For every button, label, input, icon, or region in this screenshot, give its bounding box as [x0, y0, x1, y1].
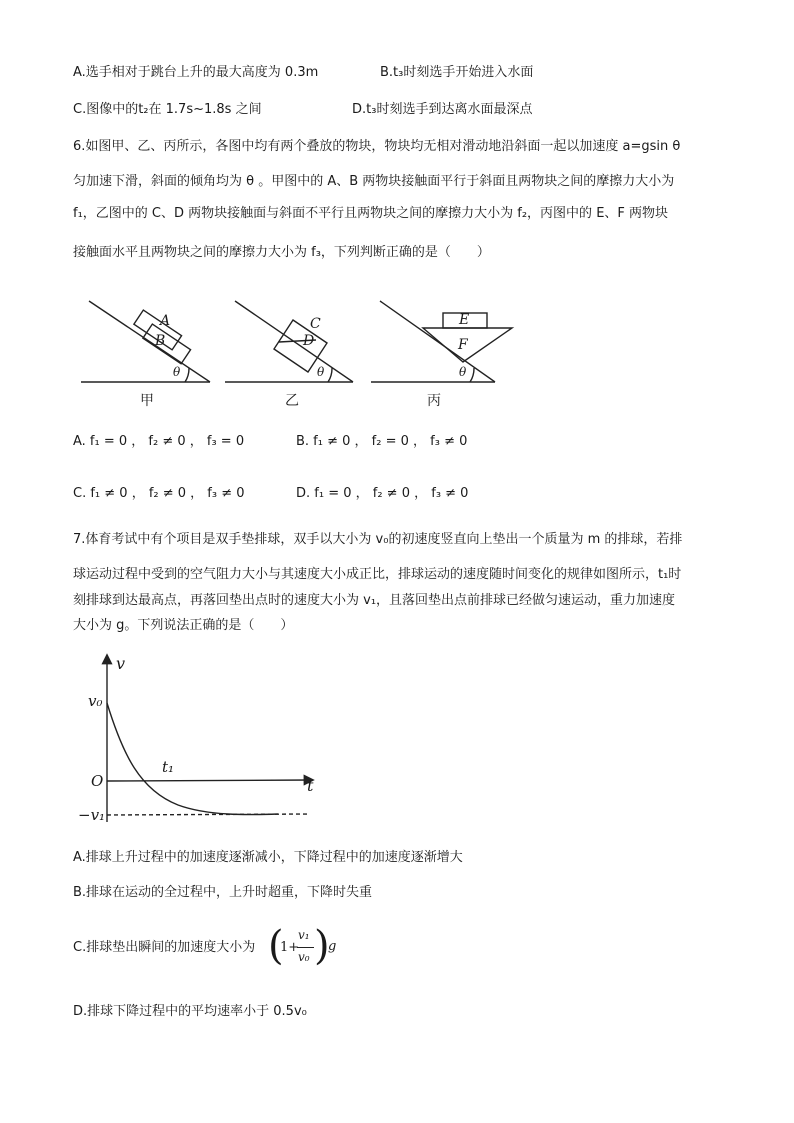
block-label-d: D — [303, 333, 315, 349]
q5-option-a: A.选手相对于跳台上升的最大高度为 0.3m — [73, 65, 319, 80]
q7-option-a: A.排球上升过程中的加速度逐渐减小，下降过程中的加速度逐渐增大 — [73, 850, 463, 865]
block-label-e: E — [459, 312, 470, 328]
q7-option-d: D.排球下降过程中的平均速率小于 0.5v₀ — [73, 1004, 307, 1019]
minus-v1-label: −v₁ — [78, 806, 106, 824]
angle-label-2: θ — [317, 365, 325, 379]
velocity-curve — [107, 703, 278, 815]
angle-label-1: θ — [173, 365, 181, 379]
q7-stem-line-4: 大小为 g。下列说法正确的是（ ） — [73, 618, 294, 633]
q6-stem-line-2: 匀加速下滑，斜面的倾角均为 θ 。甲图中的 A、B 两物块接触面平行于斜面且两物块之间的摩擦力大小为 — [73, 174, 675, 189]
q7-stem-line-3: 刻排球到达最高点，再落回垫出点时的速度大小为 v₁，且落回垫出点前排球已经做匀速运动，重力加速度 — [73, 593, 676, 608]
q7-stem-line-1: 7.体育考试中有个项目是双手垫排球，双手以大小为 v₀的初速度竖直向上垫出一个质量为 m 的排球，若排 — [73, 532, 683, 547]
figure-caption-yi: 乙 — [285, 393, 299, 409]
figure-caption-jia: 甲 — [140, 393, 154, 409]
q6-stem-line-3: f₁，乙图中的 C、D 两物块接触面与斜面不平行且两物块之间的摩擦力大小为 f₂，丙图中的 E、F 两物块 — [73, 206, 669, 221]
q7-option-c-formula: ( 1+ v₁ v₀ ) g — [268, 923, 337, 969]
q6-option-d: D. f₁ = 0 ， f₂ ≠ 0 ， f₃ ≠ 0 — [296, 486, 469, 501]
q6-stem-line-1: 6.如图甲、乙、丙所示，各图中均有两个叠放的物块，物块均无相对滑动地沿斜面一起以加速度 a=gsin θ — [73, 139, 681, 154]
q7-option-c-prefix: C.排球垫出瞬间的加速度大小为 — [73, 940, 256, 955]
q7-option-b: B.排球在运动的全过程中，上升时超重，下降时失重 — [73, 885, 373, 900]
q5-option-d: D.t₃时刻选手到达离水面最深点 — [352, 102, 533, 117]
q7-stem-line-2: 球运动过程中受到的空气阻力大小与其速度大小成正比，排球运动的速度随时间变化的规律如图所示，t₁时 — [73, 567, 682, 582]
block-label-f: F — [458, 337, 468, 353]
q7-velocity-time-graph — [78, 650, 328, 830]
q6-stem-line-4: 接触面水平且两物块之间的摩擦力大小为 f₃，下列判断正确的是（ ） — [73, 245, 490, 260]
q5-option-c: C.图像中的t₂在 1.7s~1.8s 之间 — [73, 102, 262, 117]
q6-option-c: C. f₁ ≠ 0 ， f₂ ≠ 0 ， f₃ ≠ 0 — [73, 486, 245, 501]
v0-label: v₀ — [88, 692, 103, 710]
t-axis — [107, 780, 312, 781]
q6-option-a: A. f₁ = 0 ， f₂ ≠ 0 ， f₃ = 0 — [73, 434, 245, 449]
block-label-a: A — [160, 313, 171, 329]
formula-one-plus: 1+ — [280, 940, 300, 955]
formula-g: g — [328, 939, 337, 954]
formula-denominator: v₀ — [298, 950, 310, 964]
q7-option-c — [73, 938, 255, 958]
origin-label: O — [91, 772, 104, 790]
block-label-b: B — [155, 333, 166, 349]
angle-label-3: θ — [459, 365, 467, 379]
block-label-c: C — [310, 316, 321, 332]
q5-option-b: B.t₃时刻选手开始进入水面 — [380, 65, 534, 80]
figure-caption-bing: 丙 — [427, 393, 441, 409]
q6-option-b: B. f₁ ≠ 0 ， f₂ = 0 ， f₃ ≠ 0 — [296, 434, 468, 449]
formula-numerator: v₁ — [298, 928, 310, 942]
t-axis-label: t — [307, 776, 314, 795]
terminal-velocity-line — [107, 814, 310, 815]
t1-label: t₁ — [162, 758, 175, 776]
v-axis-label: v — [116, 654, 126, 673]
